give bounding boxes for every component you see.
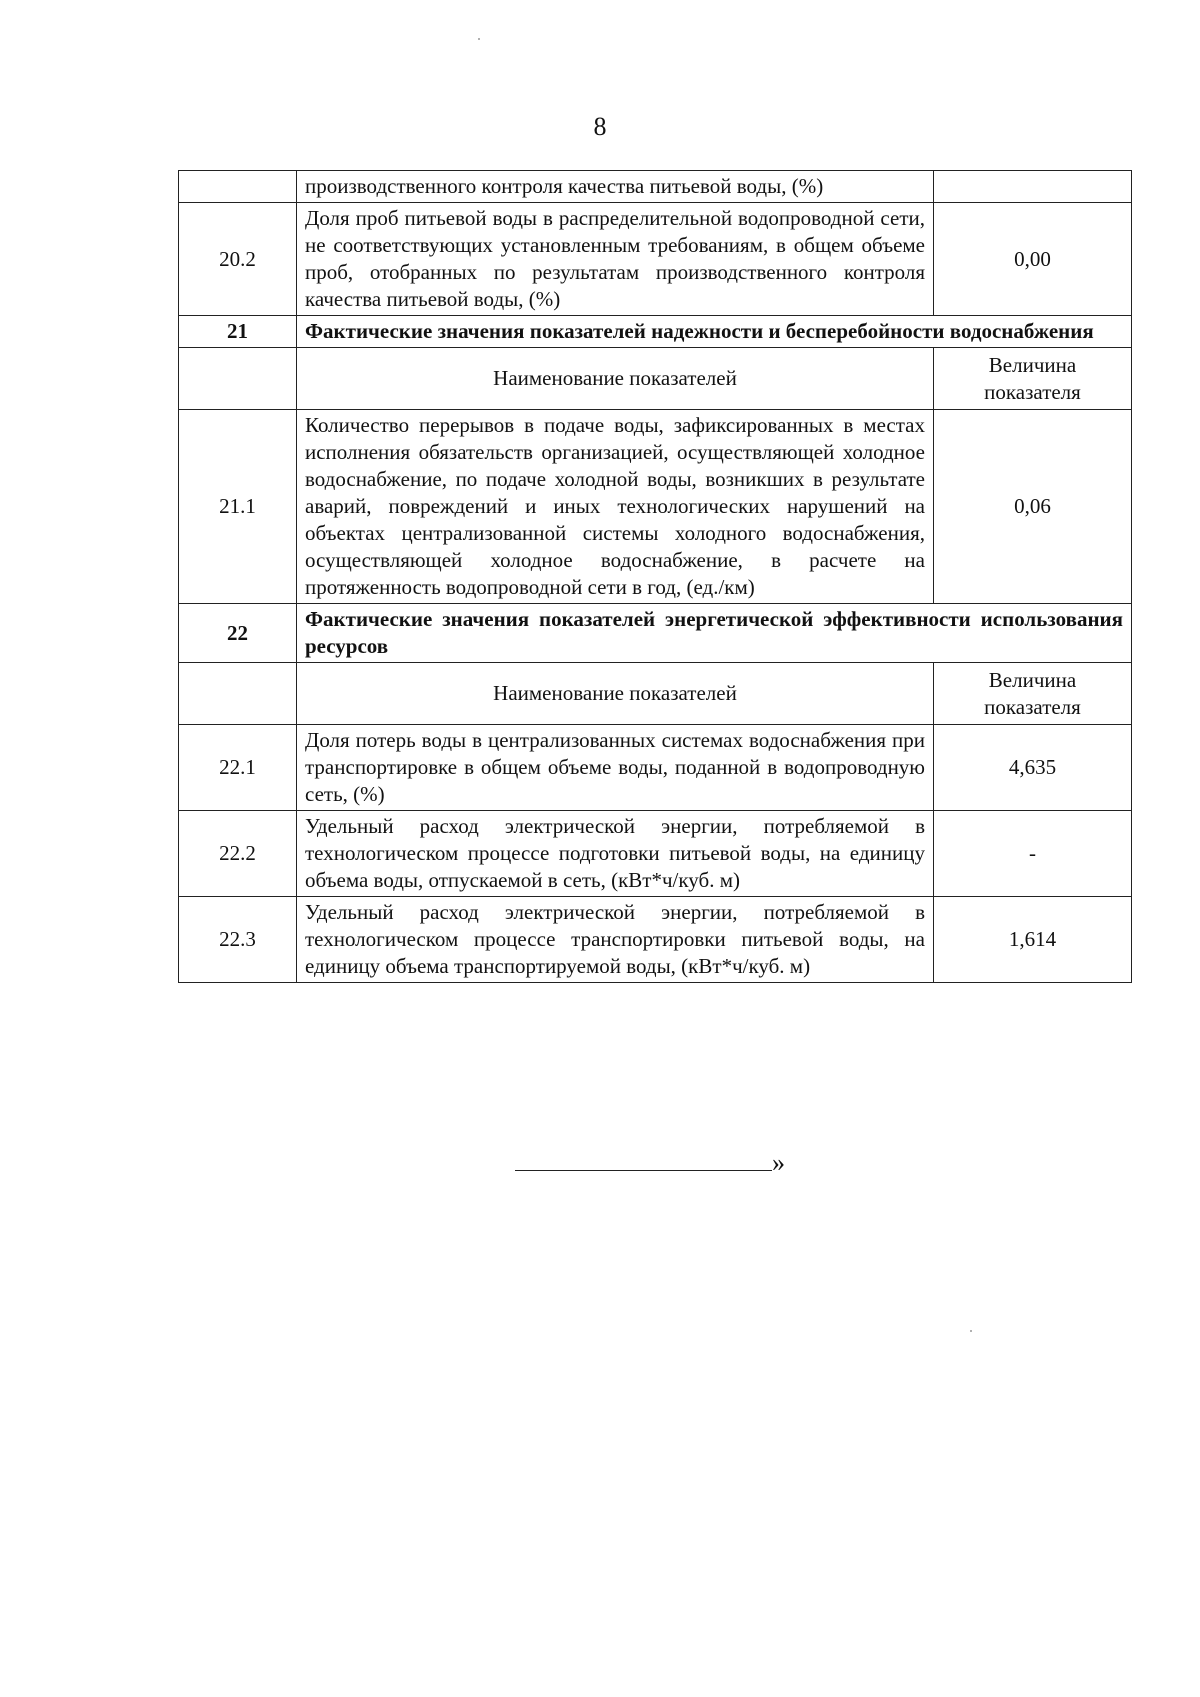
column-header-value: Величина показателя [934,348,1132,410]
row-description: Удельный расход электрической энергии, потребляемой в технологическом процессе подготовки питьевой воды, на единицу объема воды, отпускаемой в сеть, (кВт*ч/куб. м) [297,811,934,897]
row-value: 1,614 [934,897,1132,983]
section-number: 21 [179,316,297,348]
table-row [179,897,1132,983]
scan-speck [970,1330,972,1332]
row-number: 22.3 [179,897,297,983]
row-value: 0,06 [934,410,1132,604]
row-number [179,171,297,203]
row-number: 20.2 [179,203,297,316]
section-header-row [179,316,1132,348]
row-description: Доля потерь воды в централизованных системах водоснабжения при транспортировке в общем объеме воды, поданной в водопроводную сеть, (%) [297,725,934,811]
table-row [179,811,1132,897]
section-title: Фактические значения показателей энергетической эффективности использования ресурсов [297,604,1132,663]
row-value: 0,00 [934,203,1132,316]
row-description: Количество перерывов в подаче воды, зафиксированных в местах исполнения обязательств организацией, осуществляющей холодное водоснабжение, по подаче холодной воды, возникших в результате аварий, повреждений и иных технологических нарушений на объектах централизованной системы холодного водоснабжения, осуществляющей холодное водоснабжение, в расчете на протяженность водопроводной сети в год, (ед./км) [297,410,934,604]
row-description: производственного контроля качества питьевой воды, (%) [297,171,934,203]
column-header-row [179,348,1132,410]
row-description: Удельный расход электрической энергии, потребляемой в технологическом процессе транспортировки питьевой воды, на единицу объема транспортируемой воды, (кВт*ч/куб. м) [297,897,934,983]
indicators-table [178,170,1132,983]
column-header-name: Наименование показателей [297,348,934,410]
page-number: 8 [593,112,607,141]
table-row [179,725,1132,811]
column-header-name: Наименование показателей [297,663,934,725]
row-description: Доля проб питьевой воды в распределительной водопроводной сети, не соответствующих установленным требованиям, в общем объеме проб, отобранных по результатам производственного контроля качества питьевой воды, (%) [297,203,934,316]
signature-underline [515,1148,772,1171]
row-number: 22.2 [179,811,297,897]
closing-quote-mark: » [772,1148,785,1177]
section-header-row [179,604,1132,663]
empty-cell [179,663,297,725]
table-row [179,410,1132,604]
row-value: - [934,811,1132,897]
row-value [934,171,1132,203]
section-title: Фактические значения показателей надежности и бесперебойности водоснабжения [297,316,1132,348]
column-header-row [179,663,1132,725]
table-row [179,203,1132,316]
closing-line [515,1148,795,1178]
row-number: 22.1 [179,725,297,811]
section-number: 22 [179,604,297,663]
empty-cell [179,348,297,410]
table-row [179,171,1132,203]
row-number: 21.1 [179,410,297,604]
column-header-value: Величина показателя [934,663,1132,725]
row-value: 4,635 [934,725,1132,811]
scan-speck [478,38,480,40]
